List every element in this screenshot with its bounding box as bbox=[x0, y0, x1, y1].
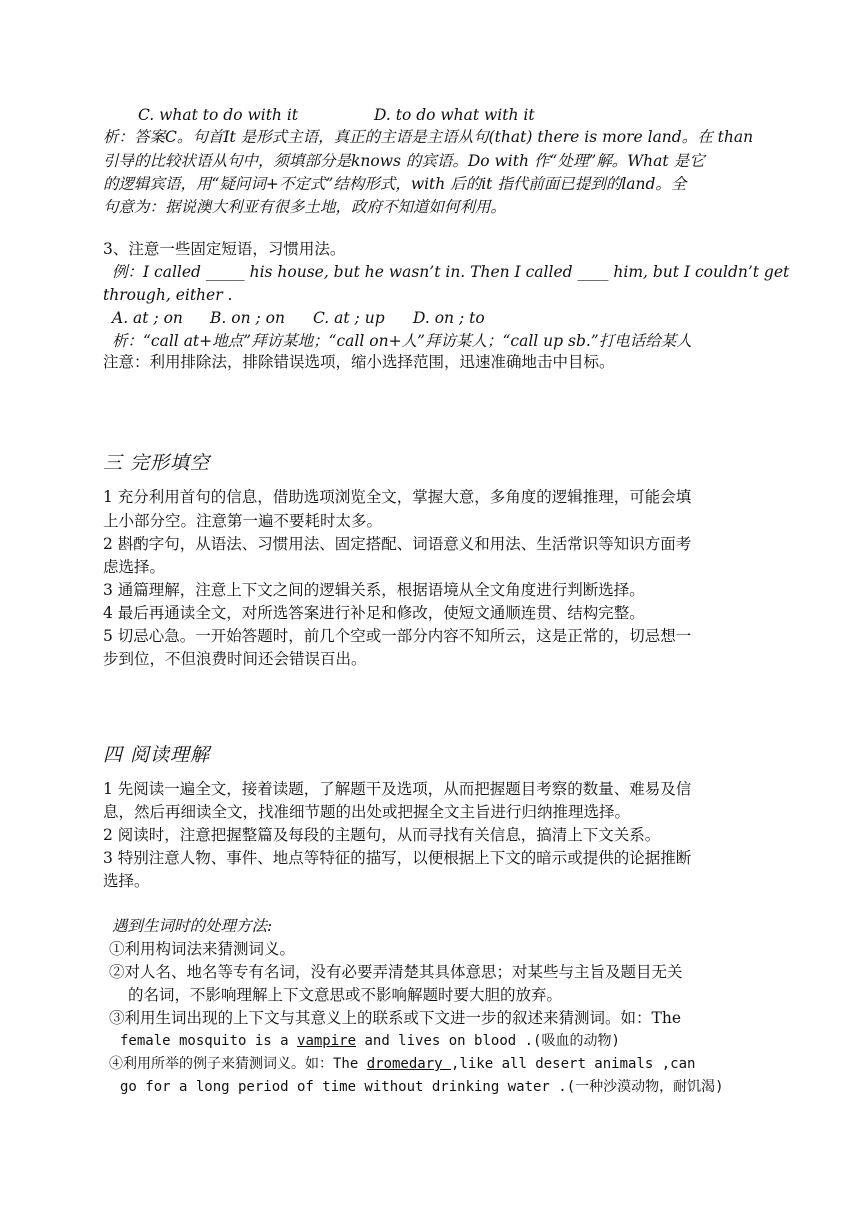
section-3-line: 5 切忌心急。一开始答题时，前几个空或一部分内容不知所云，这是正常的，切忌想一 bbox=[103, 627, 692, 645]
option-c: C. what to do with it bbox=[138, 106, 299, 124]
example-line: through, either . bbox=[103, 286, 233, 304]
example-text: female mosquito is a bbox=[120, 1033, 298, 1049]
section-4-heading: 四 阅读理解 bbox=[103, 744, 211, 766]
example-option-c: C. at ; up bbox=[313, 309, 385, 327]
method-2-cont: 的名词，不影响理解上下文意思或不影响解题时要大胆的放弃。 bbox=[128, 986, 563, 1004]
example-line: 例：I called _____ his house, but he wasn’t in. Then I called ____ him, but I couldn’t get bbox=[112, 263, 790, 281]
section-4-line: 3 特别注意人物、事件、地点等特征的描写，以便根据上下文的暗示或提供的论据推断 bbox=[103, 849, 692, 867]
method-4-text: ④利用所举的例子来猜测词义。如：The bbox=[109, 1056, 367, 1072]
method-2: ②对人名、地名等专有名词，没有必要弄清楚其具体意思；对某些与主旨及题目无关 bbox=[109, 963, 683, 981]
section-4-line: 息，然后再细读全文，找准细节题的出处或把握全文主旨进行归纳推理选择。 bbox=[103, 803, 631, 821]
underlined-word: vampire bbox=[297, 1033, 357, 1049]
point-3-title: 3、注意一些固定短语，习惯用法。 bbox=[103, 240, 346, 258]
method-3-example bbox=[120, 1030, 620, 1052]
example-option-d: D. on ; to bbox=[413, 309, 485, 327]
method-4-example: go for a long period of time without drinking water .(一种沙漠动物，耐饥渴) bbox=[120, 1079, 724, 1095]
section-3-line: 1 充分利用首句的信息，借助选项浏览全文，掌握大意，多角度的逻辑推理，可能会填 bbox=[103, 488, 692, 506]
analysis-line: 句意为：据说澳大利亚有很多土地，政府不知道如何利用。 bbox=[103, 198, 507, 216]
option-d: D. to do what with it bbox=[374, 106, 535, 124]
method-1: ①利用构词法来猜测词义。 bbox=[109, 940, 296, 958]
analysis-line: 引导的比较状语从句中，须填部分是knows 的宾语。Do with 作“处理”解。What 是它 bbox=[103, 152, 705, 170]
method-4 bbox=[109, 1053, 695, 1075]
section-4-line: 1 先阅读一遍全文，接着读题，了解题干及选项，从而把握题目考察的数量、难易及信 bbox=[103, 780, 692, 798]
section-3-line: 虑选择。 bbox=[103, 558, 166, 576]
section-3-line: 3 通篇理解，注意上下文之间的逻辑关系，根据语境从全文角度进行判断选择。 bbox=[103, 581, 645, 599]
example-option-b: B. on ; on bbox=[210, 309, 285, 327]
example-text: and lives on blood .(吸血的动物) bbox=[356, 1033, 620, 1049]
section-3-line: 上小部分空。注意第一遍不要耗时太多。 bbox=[103, 512, 383, 530]
method-3: ③利用生词出现的上下文与其意义上的联系或下文进一步的叙述来猜测词。如：The bbox=[109, 1009, 681, 1027]
analysis-line: 的逻辑宾语，用“疑问词+不定式”结构形式，with 后的it 指代前面已提到的land。全 bbox=[103, 175, 687, 193]
section-3-line: 4 最后再通读全文，对所选答案进行补足和修改，使短文通顺连贯、结构完整。 bbox=[103, 604, 645, 622]
section-3-line: 2 斟酌字句，从语法、习惯用法、固定搭配、词语意义和用法、生活常识等知识方面考 bbox=[103, 535, 692, 553]
section-4-line: 选择。 bbox=[103, 872, 150, 890]
example-option-a: A. at ; on bbox=[112, 309, 183, 327]
section-3-heading: 三 完形填空 bbox=[103, 452, 211, 474]
underlined-word: dromedary bbox=[366, 1056, 452, 1072]
method-4-text: ,like all desert animals ,can bbox=[451, 1056, 696, 1072]
new-words-title: 遇到生词时的处理方法: bbox=[112, 917, 273, 935]
note: 注意：利用排除法，排除错误选项，缩小选择范围，迅速准确地击中目标。 bbox=[103, 353, 615, 371]
analysis-line: 析：答案C。句首It 是形式主语，真正的主语是主语从句(that) there is more land。在 than bbox=[103, 128, 754, 146]
section-3-line: 步到位，不但浪费时间还会错误百出。 bbox=[103, 650, 367, 668]
analysis-2: 析：“call at+地点”拜访某地；“call on+人”拜访某人；“call up sb.”打电话给某人 bbox=[112, 332, 692, 350]
section-4-line: 2 阅读时，注意把握整篇及每段的主题句，从而寻找有关信息，搞清上下文关系。 bbox=[103, 826, 661, 844]
